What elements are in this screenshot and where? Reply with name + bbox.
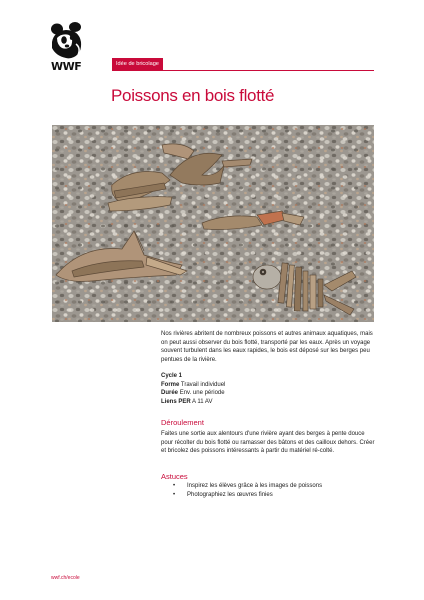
liens-line: Liens PER A 11 AV bbox=[161, 398, 213, 405]
list-item: • Photographiez les œuvres finies bbox=[173, 491, 373, 500]
list-item: • Inspirez les élèves grâce à les images de poissons bbox=[173, 482, 373, 491]
deroulement-heading: Déroulement bbox=[161, 418, 204, 427]
category-tag: Idée de bricolage bbox=[112, 58, 163, 71]
activity-details bbox=[161, 372, 375, 406]
header-divider bbox=[112, 70, 374, 71]
wwf-wordmark: WWF bbox=[51, 60, 82, 73]
page-title: Poissons en bois flotté bbox=[111, 86, 275, 105]
deroulement-text: Faites une sortie aux alentours d'une rivière ayant des berges à pente douce pour récolter du bois flotté ou ramasser des bâtons et des cailloux dehors. Créer et bricolez des poissons intéressants à partir du matériel ré-colté. bbox=[161, 431, 375, 455]
intro-paragraph: Nos rivières abritent de nombreux poissons et autres animaux aquatiques, mais on peut aussi observer du bois flotté, transporté par les eaux. Après un voyage souvent turbulent dans les eaux rapides, le bois est déposé sur les berges peu pentues de la rivière. bbox=[161, 331, 373, 363]
astuces-list bbox=[173, 482, 373, 500]
duree-line: Durée Env. une période bbox=[161, 390, 225, 397]
driftwood-fish-photo bbox=[52, 125, 374, 322]
cycle-line: Cycle 1 bbox=[161, 373, 183, 379]
forme-line: Forme Travail individuel bbox=[161, 381, 226, 388]
footer-link[interactable]: wwf.ch/ecole bbox=[51, 575, 80, 581]
astuces-heading: Astuces bbox=[161, 472, 188, 481]
